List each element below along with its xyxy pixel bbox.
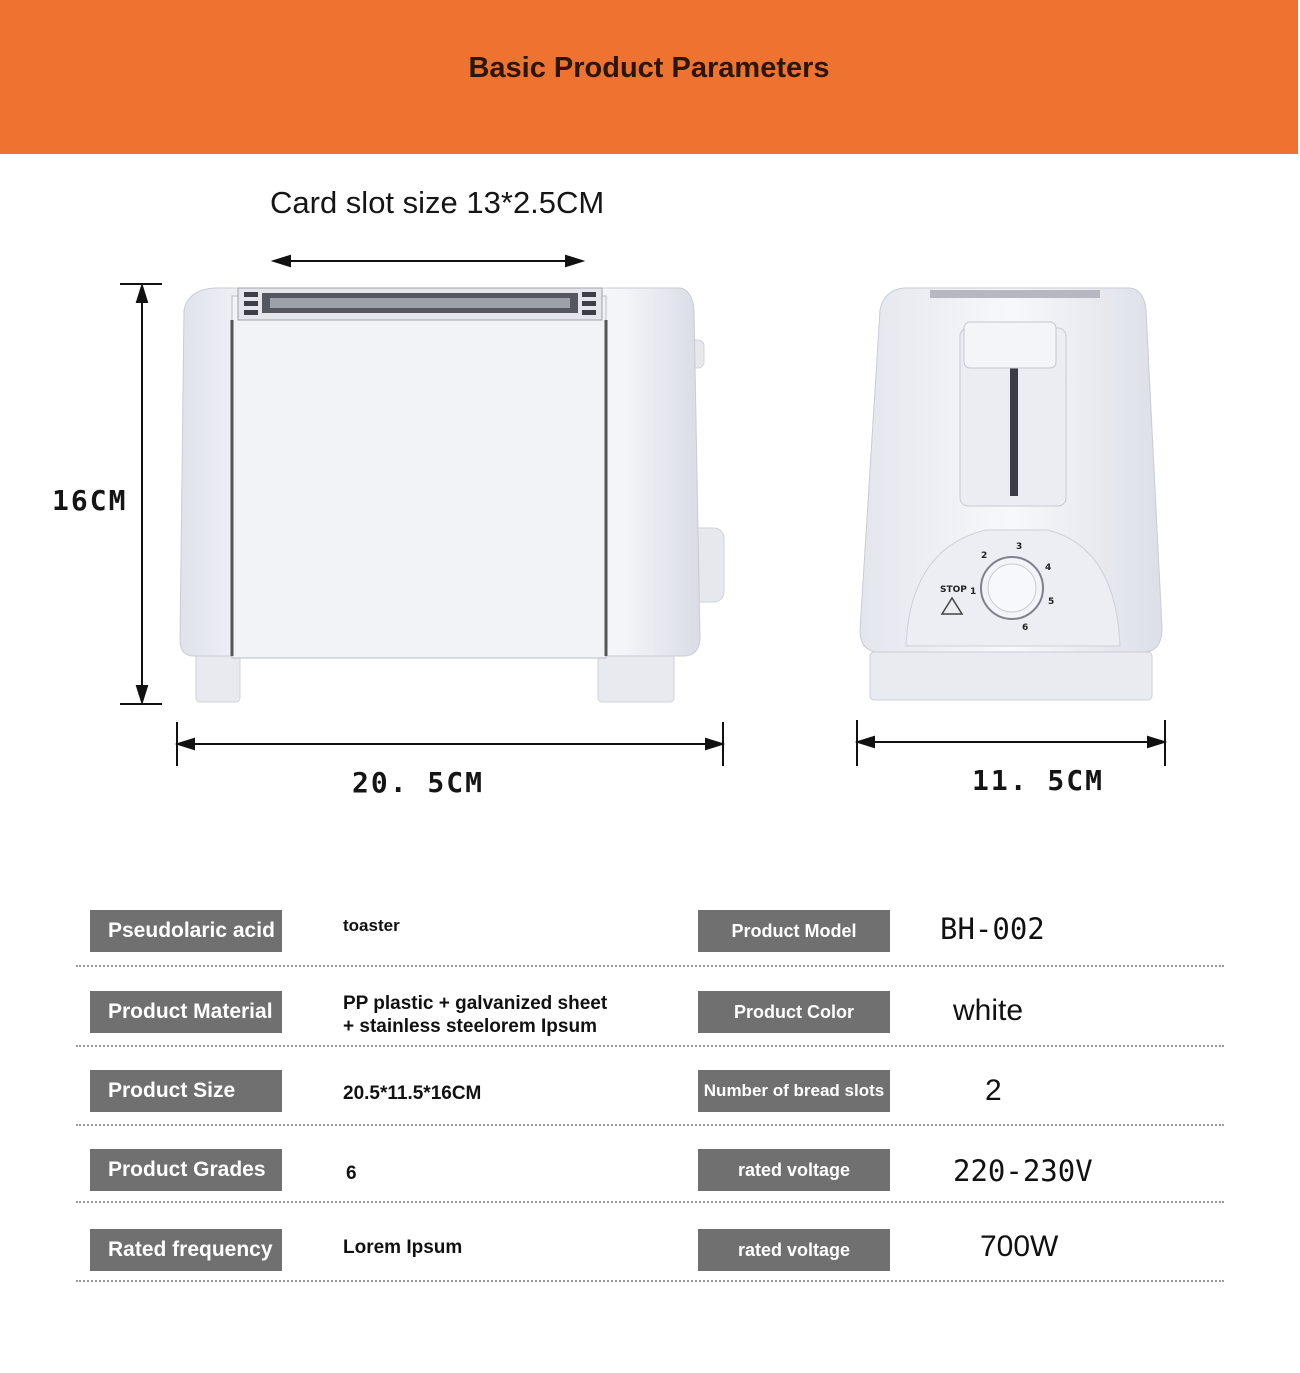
spec-value-name: toaster: [343, 916, 400, 935]
height-label: 16CM: [52, 484, 128, 517]
dial-label-1: 1: [970, 587, 977, 597]
spec-value-voltage: 220-230V: [953, 1154, 1093, 1188]
spec-label-model: Product Model: [698, 910, 890, 952]
depth-label: 11. 5CM: [972, 764, 1105, 797]
toaster-side-view: [860, 288, 1162, 700]
depth-dimension-arrow: [857, 720, 1165, 766]
spec-label-name: Pseudolaric acid: [90, 910, 282, 952]
row-divider: [76, 1201, 1224, 1203]
width-label: 20. 5CM: [352, 766, 485, 799]
spec-value-bread-slots: 2: [985, 1074, 1002, 1107]
row-divider: [76, 1045, 1224, 1047]
dial-label-4: 4: [1045, 563, 1052, 573]
width-dimension-arrow: [177, 722, 723, 766]
spec-label-voltage: rated voltage: [698, 1149, 890, 1191]
spec-value-size: 20.5*11.5*16CM: [343, 1083, 482, 1104]
row-divider: [76, 965, 1224, 967]
spec-label-power: rated voltage: [698, 1229, 890, 1271]
slot-width-arrow: [274, 256, 582, 266]
dial-label-5: 5: [1048, 597, 1055, 607]
row-divider: [76, 1124, 1224, 1126]
spec-value-material-line1: PP plastic + galvanized sheet: [343, 993, 608, 1014]
spec-value-material-line2: + stainless steelorem Ipsum: [343, 1016, 597, 1037]
spec-label-color: Product Color: [698, 991, 890, 1033]
spec-label-grades: Product Grades: [90, 1149, 282, 1191]
spec-value-model: BH-002: [940, 912, 1045, 946]
row-divider: [76, 1280, 1224, 1282]
spec-label-frequency: Rated frequency: [90, 1229, 282, 1271]
dial-label-3: 3: [1016, 542, 1023, 552]
spec-value-color: white: [953, 994, 1024, 1027]
spec-label-size: Product Size: [90, 1070, 282, 1112]
spec-label-bread-slots: Number of bread slots: [698, 1070, 890, 1112]
toaster-front-view: [180, 288, 724, 702]
dial-label-stop: STOP: [940, 585, 967, 595]
dial-label-6: 6: [1022, 623, 1029, 633]
page-title: Basic Product Parameters: [468, 52, 830, 84]
spec-value-grades: 6: [346, 1163, 357, 1184]
spec-label-material: Product Material: [90, 991, 282, 1033]
dial-label-2: 2: [981, 551, 988, 561]
slot-size-label: Card slot size 13*2.5CM: [270, 185, 605, 220]
spec-value-power: 700W: [980, 1230, 1059, 1263]
spec-value-frequency: Lorem Ipsum: [343, 1237, 463, 1258]
spec-value-material: [343, 992, 607, 1038]
